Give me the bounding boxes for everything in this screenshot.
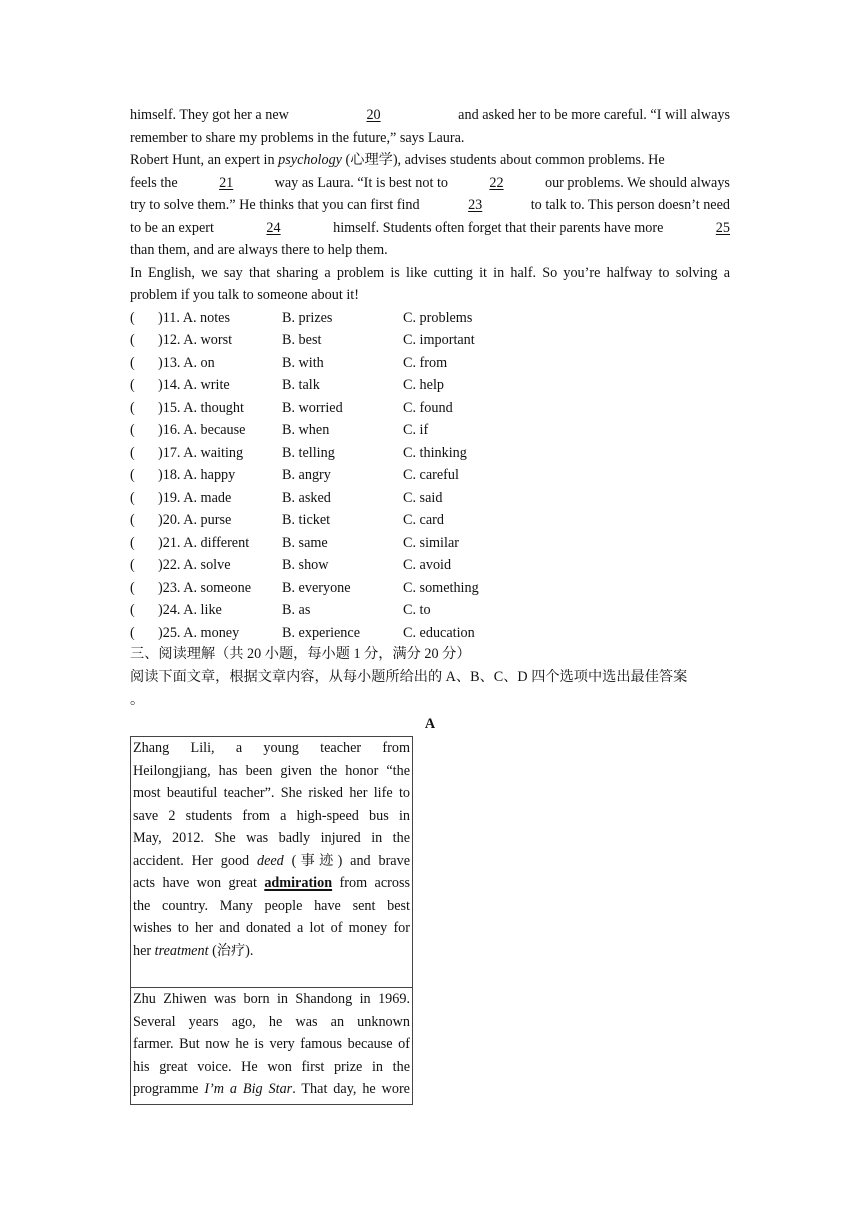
box-line (133, 872, 410, 895)
option-a: )12. A. worst (158, 332, 233, 348)
option-row (130, 352, 730, 375)
passage-line (130, 217, 730, 240)
box-line (133, 940, 410, 963)
answer-paren: ( (130, 624, 135, 641)
option-a: )18. A. happy (158, 467, 236, 483)
option-a: )14. A. write (158, 377, 230, 393)
option-a: )23. A. someone (158, 579, 251, 596)
option-a: )15. A. thought (158, 399, 244, 416)
option-c: C. education (403, 624, 475, 641)
box-line: the country. Many people have sent best (133, 897, 410, 914)
italic-term: psychology (278, 152, 342, 168)
option-c: C. help (403, 377, 444, 393)
box-line (133, 850, 410, 873)
part-label: A (424, 716, 436, 732)
text: from across (332, 875, 410, 891)
option-row (130, 487, 730, 510)
option-c: C. found (403, 399, 453, 416)
text: programme (133, 1081, 205, 1097)
option-row (130, 599, 730, 622)
option-a: )20. A. purse (158, 512, 232, 528)
answer-paren: ( (130, 467, 135, 483)
option-row (130, 329, 730, 352)
box-line: save 2 students from a high-speed bus in (133, 807, 410, 824)
instruction-line: 阅读下面文章，根据文章内容，从每小题所给出的 A、B、C、D 四个选项中选出最佳答案 (130, 669, 688, 685)
option-b: B. ticket (282, 512, 331, 528)
text: himself. They got her a new (130, 107, 289, 123)
box-line: most beautiful teacher”. She risked her life to (133, 785, 410, 801)
text: to talk to. This person doesn’t need (530, 197, 730, 213)
option-c: C. thinking (403, 444, 467, 461)
italic-term: I’m a Big Star (204, 1081, 293, 1097)
blank-24: 24 (266, 219, 281, 236)
text: her (133, 942, 155, 959)
option-row (130, 509, 730, 532)
text: acts have won great (133, 875, 265, 891)
passage-line: In English, we say that sharing a problem is like cutting it in half. So you’re halfway to solving a (130, 264, 730, 281)
answer-paren: ( (130, 489, 135, 506)
option-a: )19. A. made (158, 489, 232, 506)
blank-25: 25 (715, 219, 730, 236)
option-c: C. important (403, 332, 475, 348)
passage-line: problem if you talk to someone about it! (130, 287, 359, 303)
text: and asked her to be more careful. “I will always (458, 107, 730, 123)
box-line: Zhu Zhiwen was born in Shandong in 1969. (133, 991, 410, 1007)
option-c: C. problems (403, 309, 473, 326)
text: feels the (130, 174, 178, 191)
italic-term: deed (256, 852, 284, 869)
text: (心理学), advises students about common problems. He (341, 152, 665, 168)
option-row (130, 532, 730, 555)
option-c: C. if (403, 422, 429, 438)
answer-paren: ( (130, 309, 135, 326)
option-c: C. similar (403, 534, 459, 551)
option-c: C. something (403, 579, 479, 596)
option-c: C. to (403, 602, 431, 618)
text: (事迹) and brave (283, 852, 410, 869)
option-b: B. show (282, 557, 329, 573)
blank-22: 22 (489, 174, 504, 191)
section-instruction (130, 666, 730, 711)
option-b: B. when (282, 422, 330, 438)
text: our problems. We should always (544, 174, 730, 191)
box-line: Heilongjiang, has been given the honor “the (133, 762, 410, 779)
option-b: B. best (282, 332, 322, 348)
text (130, 149, 665, 172)
option-a: )16. A. because (158, 422, 246, 438)
option-row (130, 554, 730, 577)
passage-line (130, 194, 730, 217)
option-row (130, 374, 730, 397)
passage-line (130, 149, 730, 172)
box-line: wishes to her and donated a lot of money for (133, 920, 410, 936)
option-b: B. prizes (282, 309, 333, 326)
answer-paren: ( (130, 399, 135, 416)
passage-box-zhang-lili (130, 736, 413, 988)
box-line: Zhang Lili, a young teacher from (133, 740, 410, 756)
highlighted-word: admiration (264, 875, 333, 891)
option-b: B. asked (282, 489, 331, 506)
option-a: )17. A. waiting (158, 444, 244, 461)
option-b: B. as (282, 602, 311, 618)
option-c: C. avoid (403, 557, 452, 573)
answer-paren: ( (130, 602, 135, 618)
text: accident. Her good (133, 852, 257, 869)
answer-paren: ( (130, 579, 135, 596)
answer-paren: ( (130, 377, 135, 393)
box-line (133, 1078, 410, 1101)
option-b: B. everyone (282, 579, 351, 596)
box-line: Several years ago, he was an unknown (133, 1013, 410, 1030)
passage-box-zhu-zhiwen (130, 987, 413, 1105)
option-c: C. card (403, 512, 444, 528)
answer-paren: ( (130, 557, 135, 573)
option-a: )22. A. solve (158, 557, 231, 573)
instruction-line: 。 (130, 691, 145, 708)
answer-paren: ( (130, 534, 135, 551)
text: . That day, he wore (292, 1081, 410, 1097)
section-title: 三、阅读理解（共 20 小题，每小题 1 分，满分 20 分） (130, 646, 471, 662)
text: Robert Hunt, an expert in (130, 152, 279, 168)
option-a: )13. A. on (158, 354, 215, 371)
option-b: B. worried (282, 399, 343, 416)
answer-paren: ( (130, 332, 135, 348)
blank-23: 23 (468, 197, 483, 213)
passage-line: remember to share my problems in the future,” says Laura. (130, 129, 465, 146)
option-b: B. experience (282, 624, 360, 641)
option-c: C. from (403, 354, 448, 371)
option-row (130, 577, 730, 600)
answer-paren: ( (130, 444, 135, 461)
options-list (130, 307, 730, 645)
option-b: B. talk (282, 377, 320, 393)
text: himself. Students often forget that their parents have more (333, 219, 664, 236)
option-b: B. angry (282, 467, 331, 483)
option-row (130, 419, 730, 442)
box-line: May, 2012. She was badly injured in the (133, 830, 410, 846)
passage-line (130, 172, 730, 195)
option-a: )24. A. like (158, 602, 222, 618)
option-row (130, 442, 730, 465)
option-b: B. telling (282, 444, 335, 461)
option-row (130, 307, 730, 330)
option-a: )25. A. money (158, 624, 240, 641)
text: to be an expert (130, 219, 214, 236)
text: (治疗). (208, 942, 254, 959)
option-c: C. said (403, 489, 443, 506)
option-row (130, 622, 730, 645)
option-row (130, 397, 730, 420)
box-line: farmer. But now he is very famous because of (133, 1036, 410, 1052)
option-b: B. with (282, 354, 324, 371)
option-b: B. same (282, 534, 328, 551)
option-c: C. careful (403, 467, 459, 483)
box-line: his great voice. He won first prize in the (133, 1058, 410, 1075)
option-row (130, 464, 730, 487)
text: way as Laura. “It is best not to (274, 174, 448, 191)
passage-line: than them, and are always there to help them. (130, 242, 388, 258)
blank-21: 21 (219, 174, 234, 191)
cloze-passage (130, 104, 730, 644)
answer-paren: ( (130, 512, 135, 528)
answer-paren: ( (130, 354, 135, 371)
answer-paren: ( (130, 422, 135, 438)
text: try to solve them.” He thinks that you can first find (130, 197, 420, 213)
option-a: )21. A. different (158, 534, 250, 551)
blank-20: 20 (366, 107, 381, 123)
option-a: )11. A. notes (158, 309, 230, 326)
passage-line (130, 104, 730, 127)
italic-term: treatment (154, 942, 209, 959)
